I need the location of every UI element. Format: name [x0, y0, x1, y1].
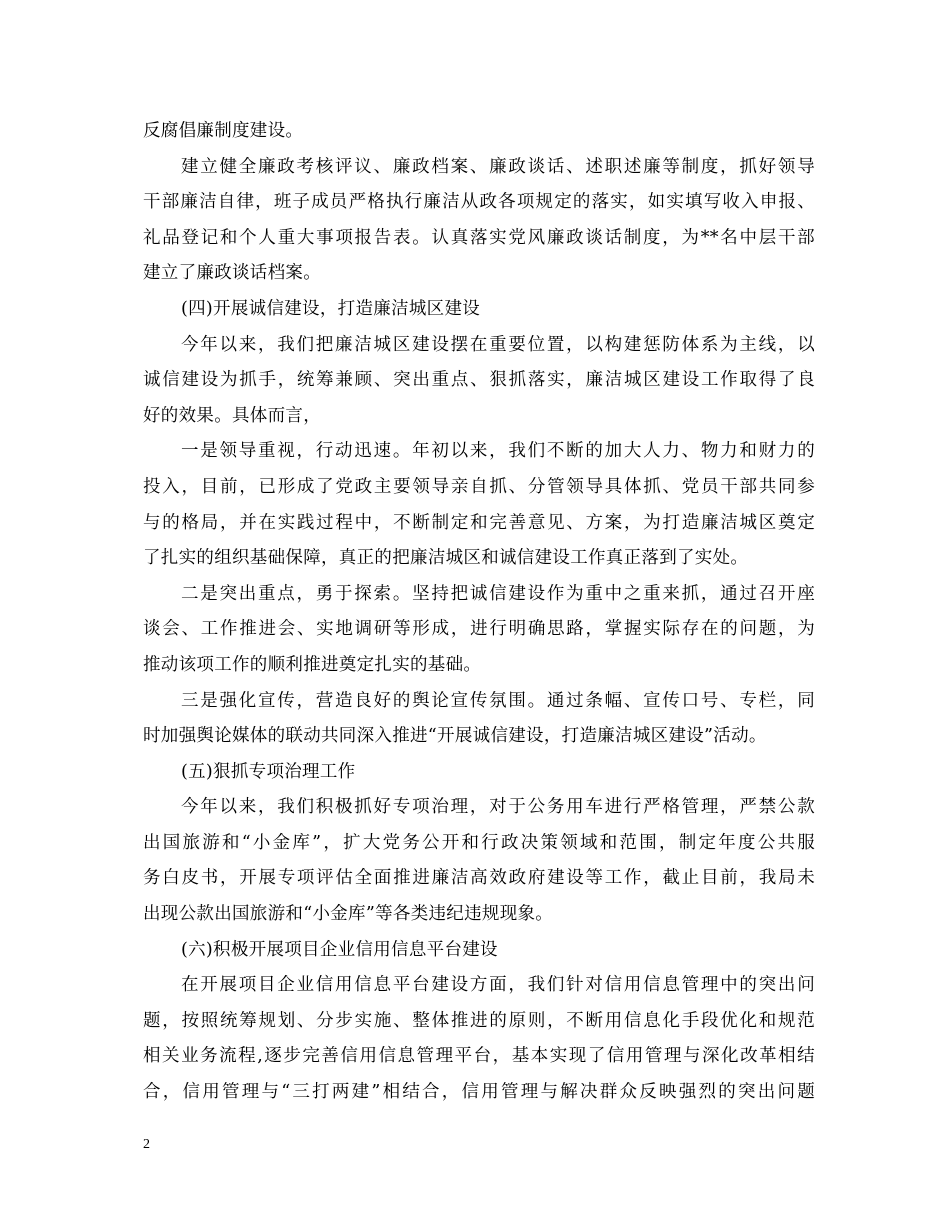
text-line: (六)积极开展项目企业信用信息平台建设 — [181, 939, 498, 960]
text-line: 一是领导重视，行动迅速。年初以来，我们不断的加大人力、物力和财力的 — [181, 441, 815, 462]
text-line: 诚信建设为抓手，统筹兼顾、突出重点、狠抓落实，廉洁城区建设工作取得了良 — [143, 370, 815, 391]
text-line: 反腐倡廉制度建设。 — [143, 121, 304, 141]
text-line: 好的效果。具体而言， — [143, 405, 321, 426]
text-line: 务白皮书，开展专项评估全面推进廉洁高效政府建设等工作，截止目前，我局未 — [143, 868, 815, 889]
text-line: 了扎实的组织基础保障，真正的把廉洁城区和诚信建设工作真正落到了实处。 — [143, 548, 749, 569]
text-line: 今年以来，我们积极抓好专项治理，对于公务用车进行严格管理，严禁公款 — [181, 797, 815, 818]
text-line: (五)狠抓专项治理工作 — [181, 761, 356, 782]
text-line: 礼品登记和个人重大事项报告表。认真落实党风廉政谈话制度，为**名中层干部 — [143, 227, 815, 248]
text-line: 今年以来，我们把廉洁城区建设摆在重要位置，以构建惩防体系为主线，以 — [181, 334, 815, 355]
text-line: 与的格局，并在实践过程中，不断制定和完善意见、方案，为打造廉洁城区奠定 — [143, 512, 815, 533]
text-line: 题，按照统筹规划、分步实施、整体推进的原则，不断用信息化手段优化和规范 — [143, 1010, 815, 1031]
text-line: 时加强舆论媒体的联动共同深入推进“开展诚信建设，打造廉洁城区建设”活动。 — [143, 726, 767, 747]
text-line: 在开展项目企业信用信息平台建设方面，我们针对信用信息管理中的突出问 — [181, 975, 815, 996]
text-line: 二是突出重点，勇于探索。坚持把诚信建设作为重中之重来抓，通过召开座 — [181, 583, 815, 604]
text-line: 干部廉洁自律，班子成员严格执行廉洁从政各项规定的落实，如实填写收入申报、 — [143, 192, 815, 213]
text-line: 出国旅游和“小金库”，扩大党务公开和行政决策领域和范围，制定年度公共服 — [143, 832, 815, 853]
page-number: 2 — [143, 1137, 150, 1152]
document-body — [143, 114, 815, 1111]
text-line: 合，信用管理与“三打两建”相结合，信用管理与解决群众反映强烈的突出问题 — [143, 1082, 815, 1103]
text-line: 推动该项工作的顺利推进奠定扎实的基础。 — [143, 654, 482, 675]
text-line: 谈会、工作推进会、实地调研等形成，进行明确思路，掌握实际存在的问题，为 — [143, 619, 815, 640]
text-line: (四)开展诚信建设，打造廉洁城区建设 — [181, 298, 481, 319]
text-line: 建立健全廉政考核评议、廉政档案、廉政谈话、述职述廉等制度，抓好领导 — [181, 156, 815, 177]
text-line: 相关业务流程,逐步完善信用信息管理平台，基本实现了信用管理与深化改革相结 — [143, 1046, 815, 1067]
text-line: 出现公款出国旅游和“小金库”等各类违纪违规现象。 — [143, 904, 554, 925]
text-line: 投入，目前，已形成了党政主要领导亲自抓、分管领导具体抓、党员干部共同参 — [143, 476, 815, 497]
text-line: 三是强化宣传，营造良好的舆论宣传氛围。通过条幅、宣传口号、专栏，同 — [181, 690, 815, 711]
text-line: 建立了廉政谈话档案。 — [143, 263, 321, 284]
